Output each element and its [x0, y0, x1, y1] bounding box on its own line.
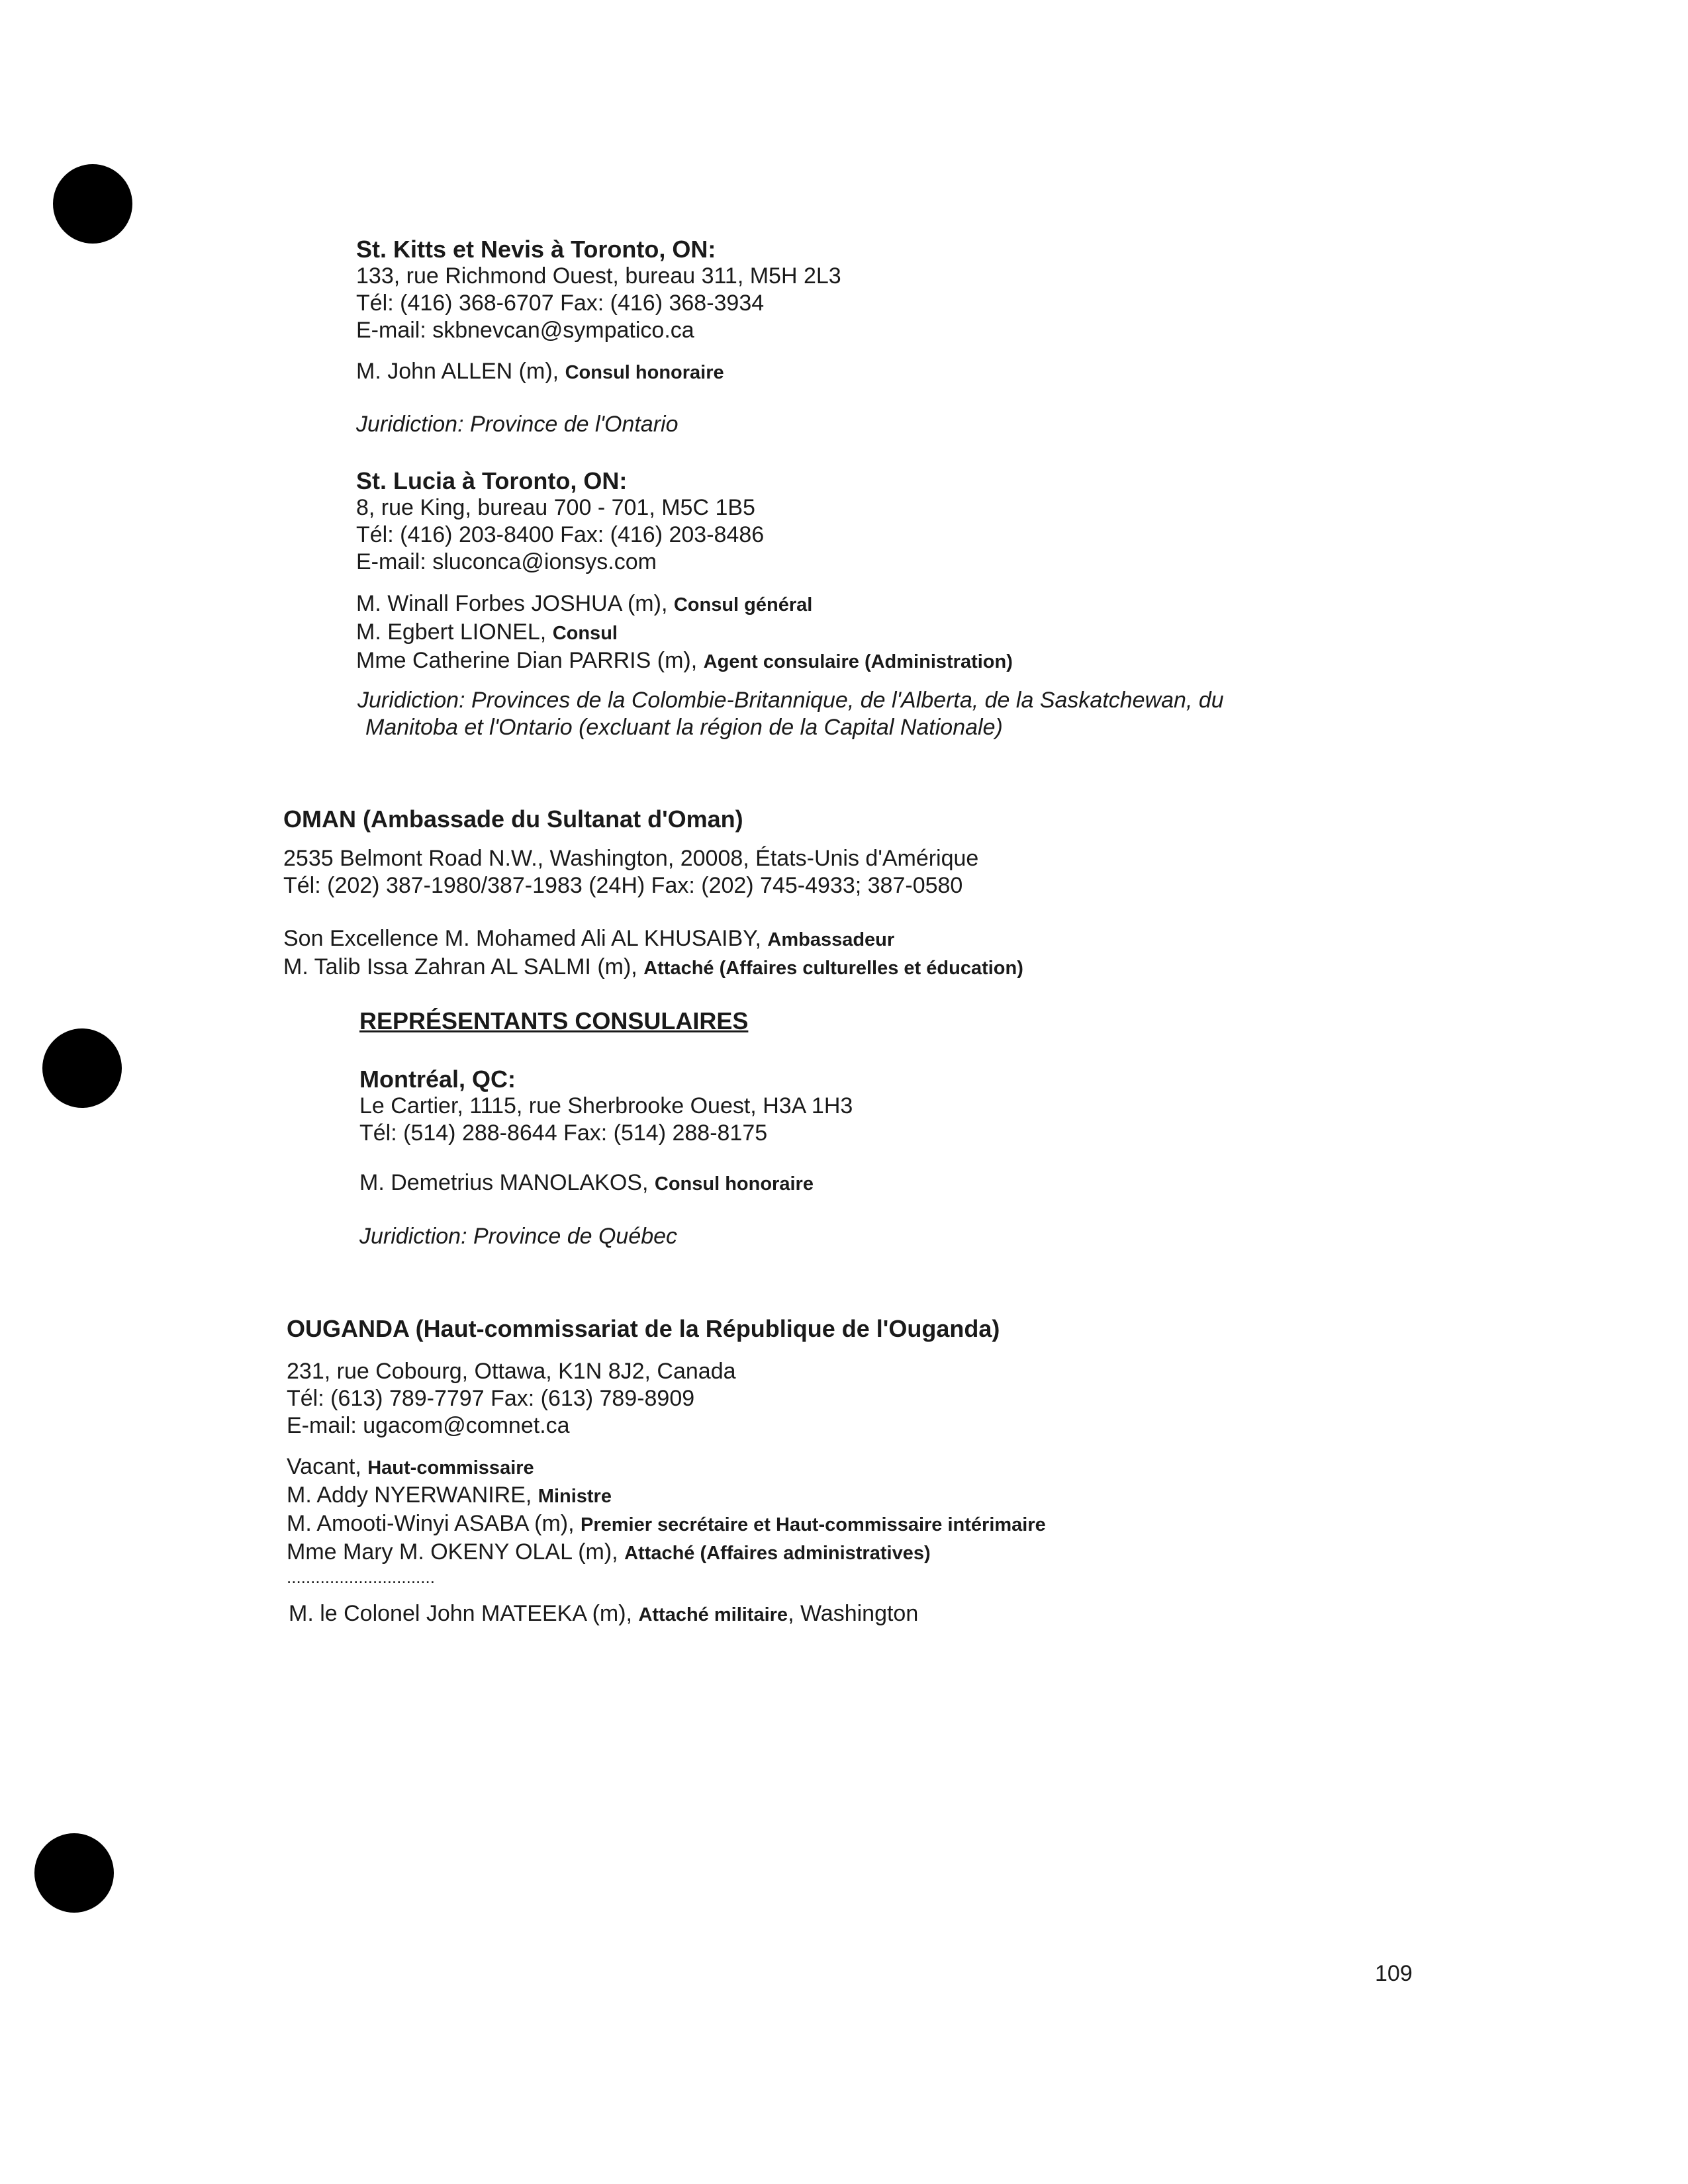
- person-name: M. Talib Issa Zahran AL SALMI (m),: [283, 954, 637, 979]
- person-title: Attaché (Affaires administratives): [624, 1543, 931, 1564]
- binder-hole-middle: [42, 1028, 122, 1108]
- montreal-person: [359, 1169, 814, 1198]
- jurisdiction-label: Juridiction:: [356, 412, 464, 437]
- stkitts-contact: [356, 236, 841, 344]
- person-name: Mme Mary M. OKENY OLAL (m),: [287, 1539, 618, 1565]
- person-name: Mme Catherine Dian PARRIS (m),: [356, 648, 698, 673]
- person-title: Attaché militaire: [638, 1604, 788, 1625]
- ouganda-email: E-mail: ugacom@comnet.ca: [287, 1413, 570, 1438]
- person-name: M. le Colonel John MATEEKA (m),: [289, 1601, 632, 1626]
- oman-contact: [283, 845, 978, 899]
- person-entry: [356, 619, 1013, 647]
- stkitts-jurisdiction: [356, 411, 679, 438]
- person-name: M. Addy NYERWANIRE,: [287, 1482, 532, 1508]
- stkitts-heading: St. Kitts et Nevis à Toronto, ON:: [356, 236, 716, 263]
- attache-city: , Washington: [788, 1601, 919, 1626]
- person-title: Consul: [552, 623, 618, 644]
- jurisdiction-label: Juridiction:: [357, 688, 465, 713]
- person-name: M. Winall Forbes JOSHUA (m),: [356, 591, 668, 616]
- binder-hole-top: [53, 164, 132, 244]
- person-entry: [287, 1482, 1046, 1510]
- jurisdiction-text: Provinces de la Colombie-Britannique, de l'Alberta, de la Saskatchewan, du: [471, 688, 1224, 713]
- jurisdiction-line: [357, 687, 1224, 714]
- ouganda-contact: [287, 1358, 736, 1439]
- person-name: M. Amooti-Winyi ASABA (m),: [287, 1511, 575, 1536]
- montreal-tel: Tél: (514) 288-8644 Fax: (514) 288-8175: [359, 1120, 768, 1146]
- person-name: Son Excellence M. Mohamed Ali AL KHUSAIBY,: [283, 926, 761, 951]
- person-title: Premier secrétaire et Haut-commissaire intérimaire: [580, 1514, 1046, 1535]
- person-entry: [287, 1453, 1046, 1482]
- person-name: M. Egbert LIONEL,: [356, 619, 547, 645]
- stlucia-people: [356, 590, 1013, 676]
- person-title: Consul général: [673, 594, 813, 615]
- ouganda-heading: OUGANDA (Haut-commissariat de la République de l'Ouganda): [287, 1315, 1000, 1342]
- stkitts-email: E-mail: skbnevcan@sympatico.ca: [356, 318, 694, 343]
- person-name: M. John ALLEN (m),: [356, 359, 559, 384]
- oman-tel: Tél: (202) 387-1980/387-1983 (24H) Fax: (202) 745-4933; 387-0580: [283, 873, 963, 898]
- page-number: 109: [1375, 1961, 1413, 1986]
- ouganda-address: 231, rue Cobourg, Ottawa, K1N 8J2, Canada: [287, 1359, 736, 1384]
- stkitts-person: [356, 358, 724, 387]
- ouganda-attache: [289, 1600, 918, 1629]
- stlucia-tel: Tél: (416) 203-8400 Fax: (416) 203-8486: [356, 522, 765, 547]
- binder-hole-bottom: [34, 1833, 114, 1913]
- ouganda-tel: Tél: (613) 789-7797 Fax: (613) 789-8909: [287, 1386, 695, 1411]
- jurisdiction-text: Province de l'Ontario: [469, 412, 679, 437]
- stlucia-heading: St. Lucia à Toronto, ON:: [356, 467, 628, 494]
- jurisdiction-text: Province de Québec: [473, 1224, 678, 1249]
- stkitts-tel: Tél: (416) 368-6707 Fax: (416) 368-3934: [356, 291, 765, 316]
- person-title: Haut-commissaire: [367, 1457, 534, 1479]
- person-entry: [283, 925, 1023, 954]
- person-title: Attaché (Affaires culturelles et éducation): [643, 958, 1023, 979]
- person-entry: [356, 590, 1013, 619]
- person-entry: [287, 1539, 1046, 1567]
- montreal-address: Le Cartier, 1115, rue Sherbrooke Ouest, H3A 1H3: [359, 1093, 853, 1118]
- person-title: Consul honoraire: [565, 362, 724, 383]
- person-title: Agent consulaire (Administration): [703, 651, 1013, 672]
- oman-consular-heading: REPRÉSENTANTS CONSULAIRES: [359, 1007, 749, 1034]
- stlucia-jurisdiction: [357, 687, 1224, 741]
- oman-heading: OMAN (Ambassade du Sultanat d'Oman): [283, 805, 743, 833]
- person-entry: [356, 647, 1013, 676]
- person-name: M. Demetrius MANOLAKOS,: [359, 1170, 649, 1195]
- jurisdiction-line-2: Manitoba et l'Ontario (excluant la région de la Capital Nationale): [365, 715, 1003, 740]
- ouganda-people: [287, 1453, 1046, 1587]
- person-title: Consul honoraire: [654, 1173, 814, 1195]
- person-entry: [283, 954, 1023, 982]
- dotted-separator: ...............................: [287, 1567, 435, 1587]
- oman-people: [283, 925, 1023, 982]
- person-title: Ambassadeur: [767, 929, 895, 950]
- stkitts-address: 133, rue Richmond Ouest, bureau 311, M5H 2L3: [356, 263, 841, 289]
- montreal-heading: Montréal, QC:: [359, 1066, 516, 1093]
- person-entry: [287, 1510, 1046, 1539]
- oman-address: 2535 Belmont Road N.W., Washington, 20008, États-Unis d'Amérique: [283, 846, 979, 871]
- stlucia-contact: [356, 467, 764, 576]
- montreal-contact: [359, 1066, 853, 1147]
- jurisdiction-label: Juridiction:: [359, 1224, 467, 1249]
- stlucia-address: 8, rue King, bureau 700 - 701, M5C 1B5: [356, 495, 755, 520]
- stlucia-email: E-mail: sluconca@ionsys.com: [356, 549, 657, 574]
- montreal-jurisdiction: [359, 1223, 677, 1250]
- person-title: Ministre: [538, 1486, 612, 1507]
- person-name: Vacant,: [287, 1454, 361, 1479]
